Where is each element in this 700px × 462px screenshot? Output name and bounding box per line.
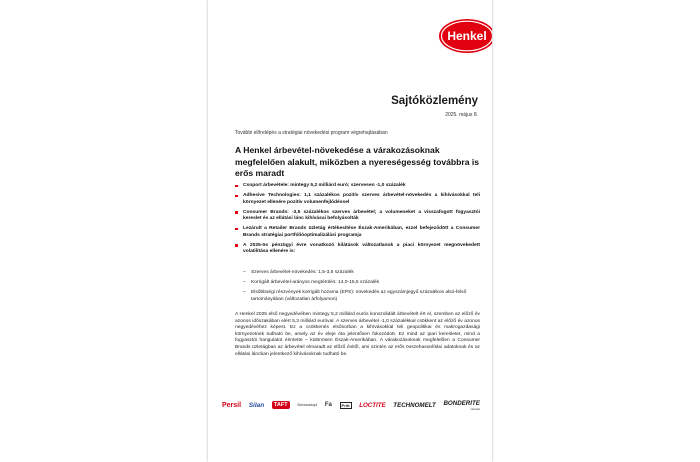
outlook-item-text: Elsőbbségi részvények korrigált hozama (EPS): növekedés az egyszámjegyű százalékos alsó-felső tartományában (változatlan árfolyamon) [251, 289, 467, 302]
bonderite-sub-text: Henkel [470, 406, 480, 411]
key-point-text: Consumer Brands: -3,5 százalékos szerves árbevétel; a volumeneket a visszafogott fogyasztói kereslet és az ellátási lánc kihívásai befolyásolták [243, 209, 480, 222]
bullet-square-icon [235, 185, 238, 188]
outlook-item [243, 270, 475, 277]
technomelt-logo: TECHNOMELT [393, 401, 436, 409]
key-point-text: A 2025-ös pénzügyi évre vonatkozó kilátások változatlanok a piaci környezet megnövekedett volatilitása ellenére is: [243, 242, 480, 255]
dash-icon: – [243, 289, 246, 295]
pritt-logo: Pritt [341, 402, 350, 408]
headline: A Henkel árbevétel-növekedése a várakozásoknak megfelelően alakult, miközben a nyereségesség továbbra is erős maradt [235, 145, 480, 178]
logo-text: Henkel [447, 29, 487, 43]
key-point [235, 183, 480, 190]
key-point [235, 193, 480, 206]
schwarzkopf-logo: Schwarzkopf [297, 403, 318, 407]
bullet-square-icon [235, 244, 238, 247]
press-release-page [208, 0, 492, 462]
bonderite-logo [443, 400, 479, 411]
outlook-list [243, 270, 475, 307]
loctite-logo: LOCTITE [359, 401, 386, 409]
fa-logo: Fa [324, 402, 332, 408]
outlook-item [243, 280, 475, 287]
key-point-text: Csoport árbevétele: mintegy 5,2 milliárd euró; szervesen -1,0 százalék [243, 183, 406, 188]
document-date: 2025. május 8. [445, 112, 478, 118]
dash-icon: – [243, 270, 246, 275]
silan-logo: Silan [248, 401, 265, 409]
key-point-text: Adhesive Technologies: 1,1 százalékos pozitív szerves árbevétel-növekedés a kihívásokkal teli környezet ellenére pozitív volumenfejlődéssel [243, 192, 480, 205]
persil-logo: Persil [222, 401, 242, 409]
brand-logo-strip [222, 398, 480, 412]
henkel-logo-icon [438, 18, 492, 54]
key-points-list [235, 183, 480, 259]
key-point [235, 243, 480, 256]
bullet-square-icon [235, 228, 238, 231]
dash-icon: – [243, 279, 246, 285]
key-point [235, 226, 480, 239]
bullet-square-icon [235, 195, 238, 198]
outlook-item-text: Szerves árbevétel-növekedés: 1,5-3,5 százalék [251, 270, 354, 275]
document-type: Sajtóközlemény [391, 95, 478, 107]
kicker-line: További előrelépés a stratégiai növekedési program végrehajtásában [235, 130, 388, 136]
key-point-text: Lezárult a Retailer Brands üzletág értékesítése Észak-Amerikában, ezzel befejeződött a Consumer Brands stratégiai portfólióoptimalizálási programja [243, 226, 480, 238]
body-paragraphs [235, 312, 480, 358]
bonderite-logo-text: BONDERITE [443, 399, 480, 407]
outlook-item [243, 290, 475, 303]
body-paragraph: A Henkel 2025 első negyedévében mintegy 5,2 milliárd eurós konszolidált árbevételt ért el, szemben az előző év azonos időszakában elért 5,3 milliárd euróval. A szerves árbevétel -1,0 százalékkal csökkent az előző év azonos negyedévéhez képest. Ez a csökkenés elsősorban a kihívásokkal teli geopolitikai és makrogazdasági környezetnek tudható be, amely az év eleje óta jelentősen fokozódott. Ez mind az ipari keresletet, mind a fogyasztói hangulatot érintette – különösen Észak-Amerikában. A várakozásoknak megfelelően a Consumer Brands üzletágban az árbevétel elmaradt az előző évitől, ami szintén az erős összehasonlítási adatoknak és az ellátási láncban jelentkező kihívásoknak tudható be. [235, 312, 480, 357]
taft-logo: TAFT [273, 402, 288, 408]
key-point [235, 210, 480, 223]
bullet-square-icon [235, 211, 238, 214]
outlook-item-text: Korrigált árbevétel-arányos megtérülés: 14,0-15,5 százalék [251, 279, 380, 285]
